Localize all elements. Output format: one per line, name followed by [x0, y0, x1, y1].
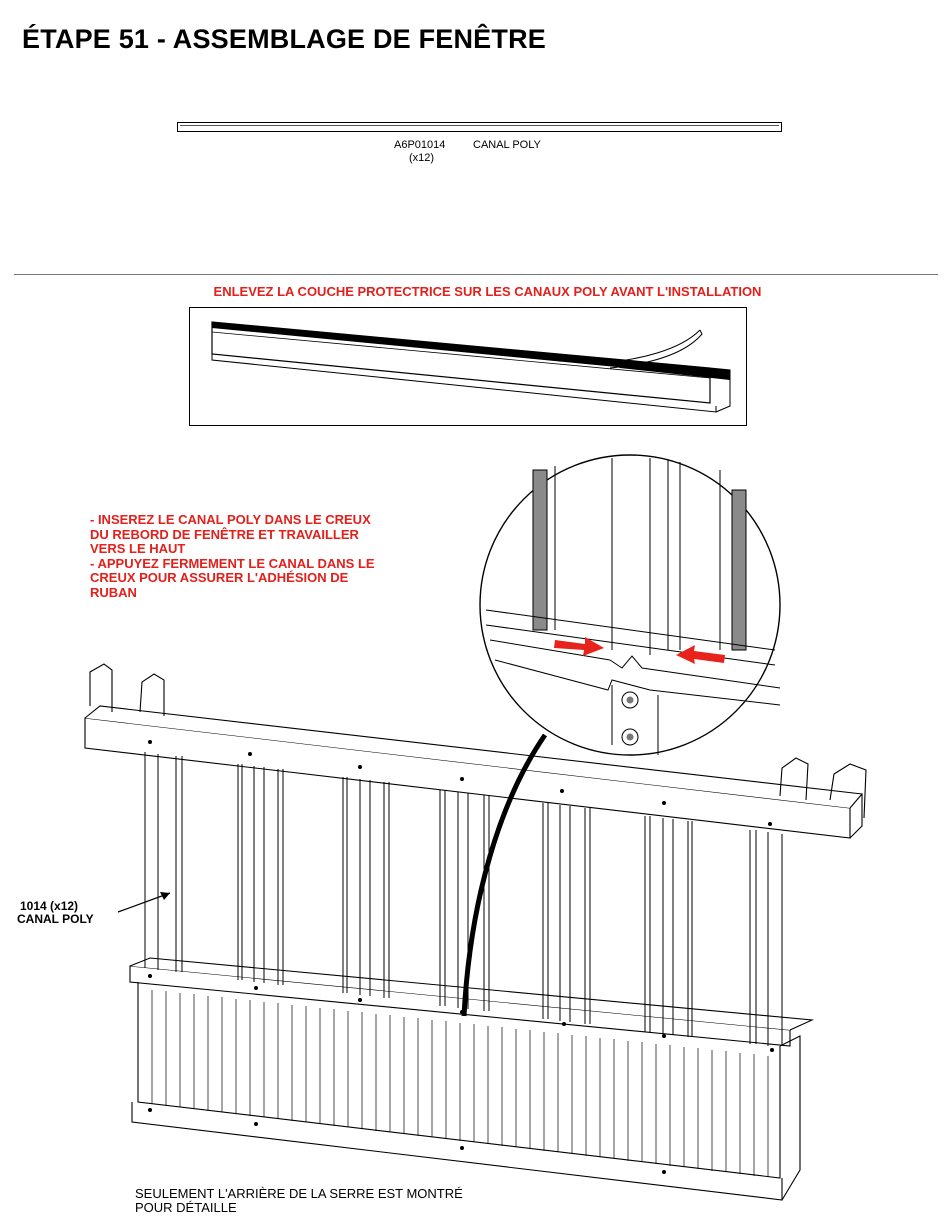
callout-part-name: CANAL POLY	[17, 912, 94, 926]
instruction-line: VERS LE HAUT	[90, 541, 186, 557]
instruction-line: - APPUYEZ FERMEMENT LE CANAL DANS LE	[90, 555, 375, 571]
part-name: CANAL POLY	[473, 139, 541, 151]
film-peel-illustration	[190, 308, 748, 427]
protective-film-warning: ENLEVEZ LA COUCHE PROTECTRICE SUR LES CANAUX POLY AVANT L'INSTALLATION	[213, 284, 762, 299]
view-note-line: POUR DÉTAILLE	[135, 1200, 237, 1215]
callout-part-number: 1014 (x12)	[20, 899, 79, 913]
section-divider	[14, 274, 938, 275]
poly-channel-part-drawing	[177, 122, 782, 132]
instruction-line: RUBAN	[90, 584, 137, 600]
instruction-line: CREUX POUR ASSURER L'ADHÉSION DE	[90, 570, 349, 586]
instruction-line: - INSEREZ LE CANAL POLY DANS LE CREUX	[90, 512, 371, 527]
push-arrow-right-icon	[554, 637, 604, 656]
view-note-line: SEULEMENT L'ARRIÈRE DE LA SERRE EST MONTRÉ	[135, 1186, 463, 1201]
callout-arrow-icon	[160, 892, 170, 900]
detail-leader-line	[464, 735, 545, 1016]
installation-instructions	[90, 513, 375, 601]
magnified-detail-circle	[480, 455, 780, 755]
part-code: A6P01014	[394, 139, 446, 151]
protective-film-detail	[189, 307, 747, 426]
part-quantity: (x12)	[409, 152, 435, 164]
push-arrow-left-icon	[676, 645, 725, 664]
step-title: ÉTAPE 51 - ASSEMBLAGE DE FENÊTRE	[22, 24, 546, 54]
view-note	[135, 1187, 463, 1215]
instruction-line: DU REBORD DE FENÊTRE ET TRAVAILLER	[90, 526, 359, 542]
